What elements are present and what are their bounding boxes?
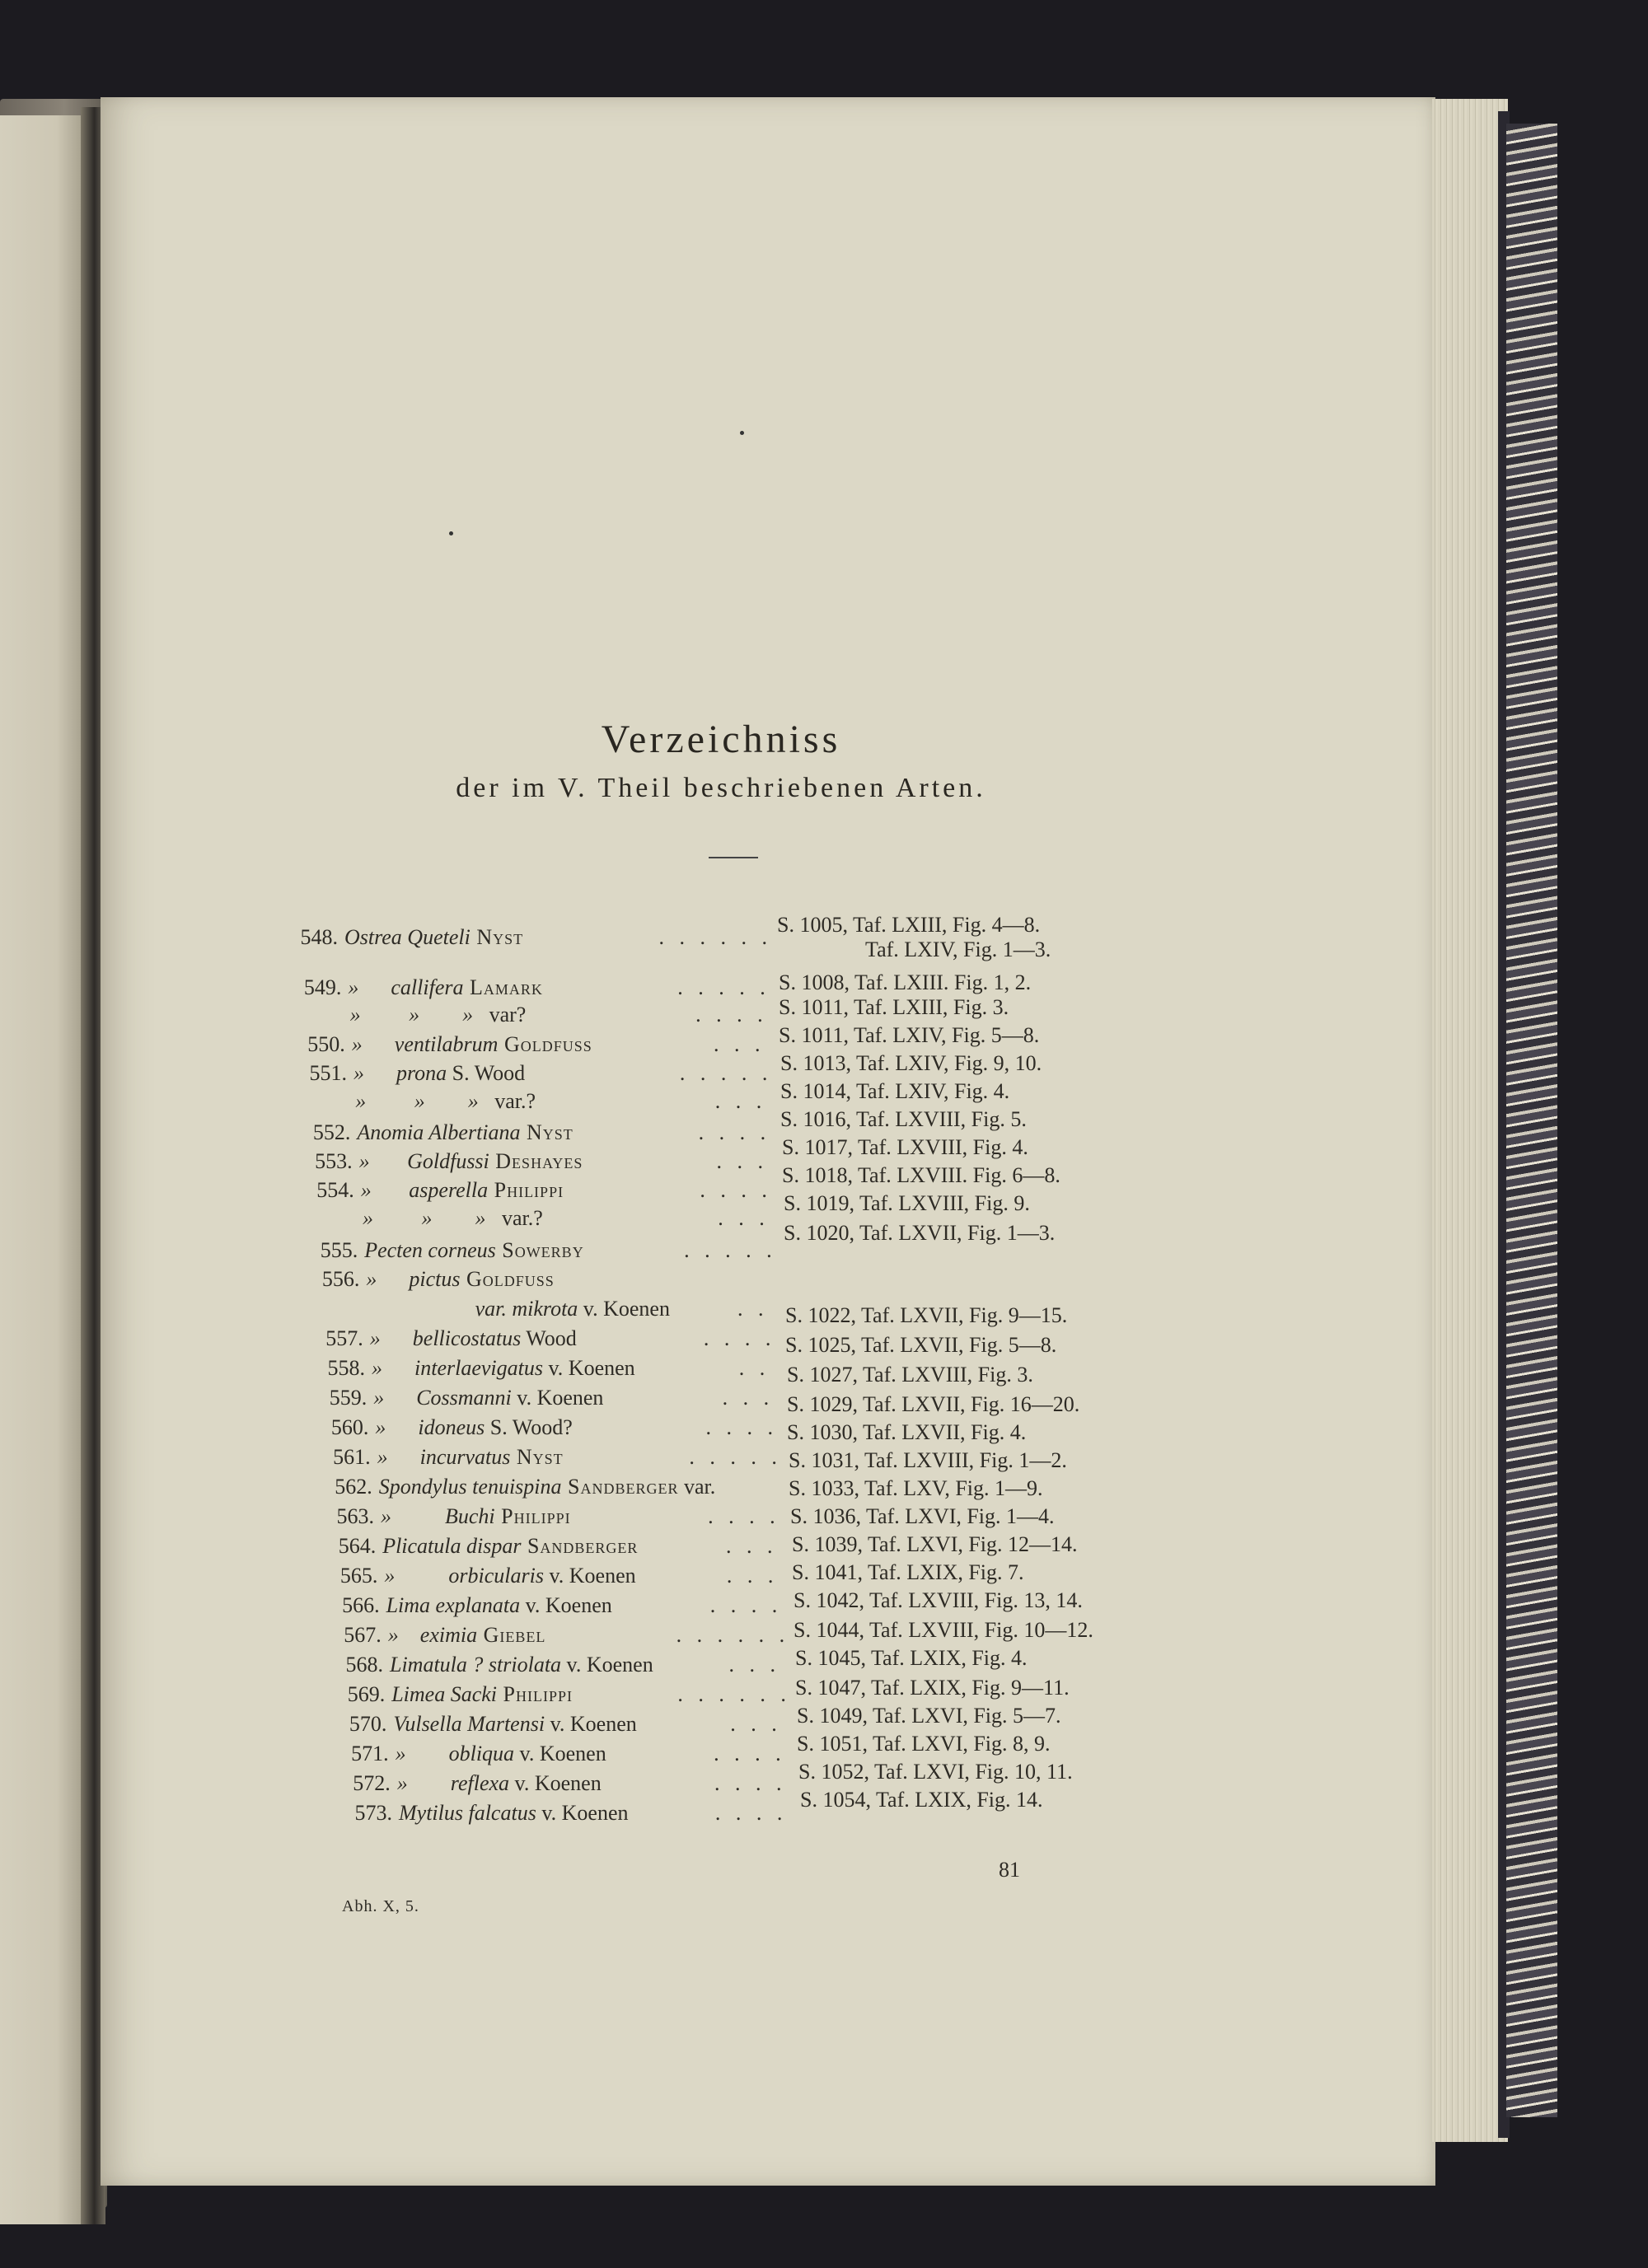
page-plate-reference: S. 1039, Taf. LXVI, Fig. 12—14.	[792, 1532, 1078, 1556]
leader-dots: . . . .	[714, 1771, 787, 1795]
entry-number: 556.	[321, 1267, 360, 1291]
species-qualifier: Wood	[521, 1326, 577, 1350]
page-plate-reference: S. 1025, Taf. LXVII, Fig. 5—8.	[785, 1333, 1057, 1357]
entry-number: 552.	[312, 1120, 351, 1144]
species-author: Philippi	[494, 1504, 571, 1528]
entry-number: 553.	[315, 1149, 353, 1173]
leader-dots: . . . . .	[684, 1238, 777, 1262]
species-binomial: Vulsella Martensi	[393, 1712, 545, 1736]
species-binomial: Pecten corneus	[364, 1238, 496, 1262]
species-author: Philippi	[488, 1178, 564, 1202]
species-qualifier: S. Wood?	[485, 1415, 573, 1439]
entry-number: 563.	[336, 1504, 374, 1528]
species-name	[366, 1267, 554, 1292]
page-plate-reference: S. 1036, Taf. LXVI, Fig. 1—4.	[790, 1504, 1055, 1528]
species-binomial: » pictus	[366, 1267, 461, 1291]
species-name	[363, 1206, 543, 1231]
page-number: 81	[999, 1858, 1020, 1882]
species-binomial: Limea Sacki	[391, 1682, 497, 1706]
species-name	[352, 1032, 592, 1057]
entry-number: 550.	[307, 1032, 345, 1056]
species-name	[361, 1178, 564, 1203]
species-binomial: » Goldfussi	[358, 1149, 489, 1173]
page-plate-reference: S. 1054, Taf. LXIX, Fig. 14.	[800, 1788, 1043, 1812]
species-binomial: » interlaevigatus	[372, 1356, 543, 1380]
species-author: Sandberger	[561, 1475, 679, 1499]
species-binomial: » incurvatus	[377, 1445, 511, 1469]
entry-number: 560.	[330, 1415, 369, 1439]
page-plate-reference: S. 1047, Taf. LXIX, Fig. 9—11.	[795, 1676, 1070, 1700]
entry-number: 548.	[300, 925, 338, 949]
page-plate-reference: S. 1011, Taf. LXIV, Fig. 5—8.	[779, 1023, 1040, 1047]
species-qualifier: v. Koenen	[514, 1742, 606, 1765]
leader-dots: . . .	[714, 1032, 765, 1056]
species-author: Goldfuss	[460, 1267, 555, 1291]
page-plate-reference: S. 1031, Taf. LXVIII, Fig. 1—2.	[789, 1448, 1067, 1472]
leader-dots: . . . .	[700, 1178, 772, 1202]
leader-dots: . . .	[714, 1089, 767, 1113]
entry-number: 568.	[345, 1653, 383, 1676]
entry-number: 566.	[342, 1593, 380, 1617]
page-edges	[1432, 99, 1508, 2142]
leader-dots: . . .	[726, 1564, 779, 1588]
species-qualifier: v. Koenen	[509, 1771, 602, 1795]
page-plate-reference: S. 1016, Taf. LXVIII, Fig. 5.	[780, 1107, 1027, 1131]
species-name	[375, 1415, 572, 1440]
leader-dots: . . . .	[705, 1415, 778, 1439]
species-qualifier: v. Koenen	[561, 1653, 653, 1676]
left-page	[0, 115, 81, 2224]
page-plate-reference: S. 1045, Taf. LXIX, Fig. 4.	[795, 1646, 1028, 1670]
species-qualifier: v. Koenen	[511, 1386, 604, 1410]
leader-dots: . . . .	[695, 1003, 768, 1026]
species-binomial: » ventilabrum	[351, 1032, 499, 1056]
species-author: Sandberger	[521, 1534, 639, 1558]
leader-dots: . . . . . .	[658, 925, 772, 949]
species-name	[370, 1326, 577, 1351]
leader-dots: . .	[737, 1297, 769, 1321]
species-name	[397, 1771, 602, 1796]
species-binomial: Spondylus tenuispina	[378, 1475, 562, 1499]
species-qualifier: var.?	[489, 1089, 536, 1113]
leader-dots: . . . .	[698, 1120, 771, 1144]
species-author: Nyst	[520, 1120, 574, 1144]
species-binomial: Anomia Albertiana	[357, 1120, 521, 1144]
page-plate-reference: S. 1008, Taf. LXIII. Fig. 1, 2.	[779, 970, 1032, 994]
leader-dots: . . .	[730, 1712, 782, 1736]
entry-number: 569.	[347, 1682, 386, 1706]
species-name	[386, 1593, 612, 1618]
species-qualifier: var?	[484, 1003, 527, 1026]
entry-number: 570.	[349, 1712, 387, 1736]
page-plate-reference: S. 1019, Taf. LXVIII, Fig. 9.	[784, 1191, 1030, 1215]
species-qualifier: var.?	[496, 1206, 543, 1230]
species-qualifier: v. Koenen	[578, 1297, 670, 1321]
species-name	[348, 975, 542, 1000]
page-title: Verzeichniss	[601, 718, 841, 761]
species-author: Deshayes	[489, 1149, 583, 1173]
species-name	[382, 1534, 638, 1559]
species-name	[391, 1682, 573, 1707]
species-binomial: » obliqua	[395, 1742, 515, 1765]
leader-dots: . .	[738, 1356, 770, 1380]
species-binomial: » » »	[355, 1089, 489, 1113]
species-binomial: » orbicularis	[384, 1564, 544, 1588]
entry-number: 551.	[309, 1061, 347, 1085]
page-plate-reference: S. 1044, Taf. LXVIII, Fig. 10—12.	[794, 1618, 1093, 1642]
species-binomial: var. mikrota	[475, 1297, 578, 1321]
page-plate-reference: S. 1005, Taf. LXIII, Fig. 4—8.	[777, 913, 1041, 937]
entry-number: 554.	[316, 1178, 354, 1202]
leader-dots: . . . . .	[679, 1061, 773, 1085]
species-name	[357, 1120, 573, 1145]
page-plate-reference: S. 1011, Taf. LXIII, Fig. 3.	[779, 995, 1009, 1019]
leader-dots: . . . . .	[677, 975, 770, 999]
species-author: Giebel	[477, 1623, 546, 1647]
entry-number: 555.	[320, 1238, 358, 1262]
species-name	[359, 1149, 583, 1174]
footer-signature: Abh. X, 5.	[342, 1897, 419, 1915]
entry-number: 564.	[338, 1534, 377, 1558]
species-name	[372, 1356, 635, 1381]
speck-mark	[449, 531, 453, 535]
leader-dots: . . . .	[714, 1801, 788, 1825]
species-name	[399, 1801, 629, 1826]
page-plate-reference: S. 1052, Taf. LXVI, Fig. 10, 11.	[798, 1760, 1073, 1784]
entry-number: 571.	[351, 1742, 389, 1765]
page-plate-reference: S. 1051, Taf. LXVI, Fig. 8, 9.	[797, 1732, 1051, 1756]
species-binomial: » Buchi	[381, 1504, 495, 1528]
species-qualifier: v. Koenen	[545, 1712, 637, 1736]
species-qualifier: S. Wood	[447, 1061, 526, 1085]
book-spine	[1506, 124, 1557, 2117]
page-plate-reference: S. 1033, Taf. LXV, Fig. 1—9.	[789, 1476, 1043, 1500]
species-name	[379, 1475, 715, 1499]
species-binomial: » eximia	[387, 1623, 478, 1647]
page-plate-reference: Taf. LXIV, Fig. 1—3.	[865, 938, 1051, 961]
leader-dots: . . . . . .	[676, 1623, 790, 1647]
speck-mark	[740, 431, 744, 435]
species-binomial: Plicatula dispar	[382, 1534, 522, 1558]
species-name	[355, 1089, 536, 1114]
page-subtitle: der im V. Theil beschriebenen Arten.	[456, 773, 986, 803]
species-author: Goldfuss	[498, 1032, 592, 1056]
entry-number: 549.	[303, 975, 342, 999]
page-plate-reference: S. 1014, Taf. LXIV, Fig. 4.	[780, 1079, 1010, 1103]
page-plate-reference: S. 1042, Taf. LXVIII, Fig. 13, 14.	[794, 1588, 1083, 1612]
entry-number: 572.	[353, 1771, 391, 1795]
species-binomial: » idoneus	[375, 1415, 485, 1439]
species-binomial: » Cossmanni	[373, 1386, 512, 1410]
page-plate-reference: S. 1020, Taf. LXVII, Fig. 1—3.	[784, 1221, 1056, 1245]
species-binomial: » callifera	[348, 975, 464, 999]
entry-number: 557.	[325, 1326, 363, 1350]
page-plate-reference: S. 1018, Taf. LXVIII. Fig. 6—8.	[782, 1163, 1060, 1187]
species-name	[396, 1742, 606, 1766]
species-author: Lamark	[463, 975, 543, 999]
species-binomial: » bellicostatus	[369, 1326, 522, 1350]
leader-dots: . . . .	[703, 1326, 776, 1350]
leader-dots: . . . .	[714, 1742, 786, 1765]
page-plate-reference: S. 1027, Taf. LXVIII, Fig. 3.	[787, 1363, 1033, 1387]
species-binomial: » » »	[363, 1206, 497, 1230]
leader-dots: . . . . . .	[677, 1682, 791, 1706]
leader-dots: . . .	[716, 1149, 769, 1173]
page-plate-reference: S. 1017, Taf. LXVIII, Fig. 4.	[782, 1135, 1028, 1159]
species-name	[373, 1386, 603, 1410]
page-plate-reference: S. 1022, Taf. LXVII, Fig. 9—15.	[785, 1303, 1068, 1327]
leader-dots: . . . .	[708, 1504, 780, 1528]
page-plate-reference: S. 1029, Taf. LXVII, Fig. 16—20.	[787, 1392, 1080, 1416]
species-name	[475, 1297, 670, 1321]
species-name	[393, 1712, 636, 1737]
species-name	[350, 1003, 527, 1027]
title-divider	[709, 857, 758, 858]
species-binomial: » prona	[353, 1061, 447, 1085]
entry-number: 565.	[339, 1564, 378, 1588]
species-author: Nyst	[510, 1445, 564, 1469]
species-binomial: Mytilus falcatus	[399, 1801, 536, 1825]
species-binomial: » reflexa	[396, 1771, 510, 1795]
entry-number: 567.	[344, 1623, 382, 1647]
entry-number: 559.	[329, 1386, 368, 1410]
species-binomial: Ostrea Queteli	[344, 925, 471, 949]
species-name	[344, 925, 523, 950]
species-qualifier: v. Koenen	[542, 1356, 635, 1380]
page-plate-reference: S. 1030, Taf. LXVII, Fig. 4.	[787, 1420, 1027, 1444]
leader-dots: . . .	[722, 1386, 775, 1410]
species-name	[381, 1504, 571, 1529]
entry-number: 558.	[327, 1356, 365, 1380]
species-binomial: » asperella	[360, 1178, 489, 1202]
species-binomial: Lima explanata	[386, 1593, 521, 1617]
species-author: Philippi	[497, 1682, 573, 1706]
species-author: Nyst	[470, 925, 524, 949]
species-qualifier: v. Koenen	[543, 1564, 636, 1588]
species-name	[353, 1061, 525, 1086]
page-plate-reference: S. 1013, Taf. LXIV, Fig. 9, 10.	[780, 1051, 1042, 1075]
species-name	[377, 1445, 564, 1470]
entry-number: 573.	[354, 1801, 392, 1825]
species-qualifier: v. Koenen	[520, 1593, 612, 1617]
species-name	[364, 1238, 584, 1263]
species-author: Sowerby	[495, 1238, 584, 1262]
page-plate-reference: S. 1041, Taf. LXIX, Fig. 7.	[792, 1560, 1024, 1584]
leader-dots: . . . . .	[689, 1445, 782, 1469]
species-name	[384, 1564, 635, 1588]
page-plate-reference: S. 1049, Taf. LXVI, Fig. 5—7.	[797, 1704, 1061, 1728]
leader-dots: . . . .	[709, 1593, 783, 1617]
species-qualifier: var.	[678, 1475, 716, 1499]
species-name	[390, 1653, 653, 1677]
species-qualifier: v. Koenen	[536, 1801, 629, 1825]
species-binomial: » » »	[349, 1003, 485, 1026]
species-binomial: Limatula ? striolata	[390, 1653, 562, 1676]
leader-dots: . . .	[718, 1206, 770, 1230]
leader-dots: . . .	[728, 1653, 780, 1676]
species-name	[388, 1623, 546, 1648]
entry-number: 562.	[335, 1475, 372, 1499]
entry-number: 561.	[333, 1445, 371, 1469]
leader-dots: . . .	[725, 1534, 778, 1558]
